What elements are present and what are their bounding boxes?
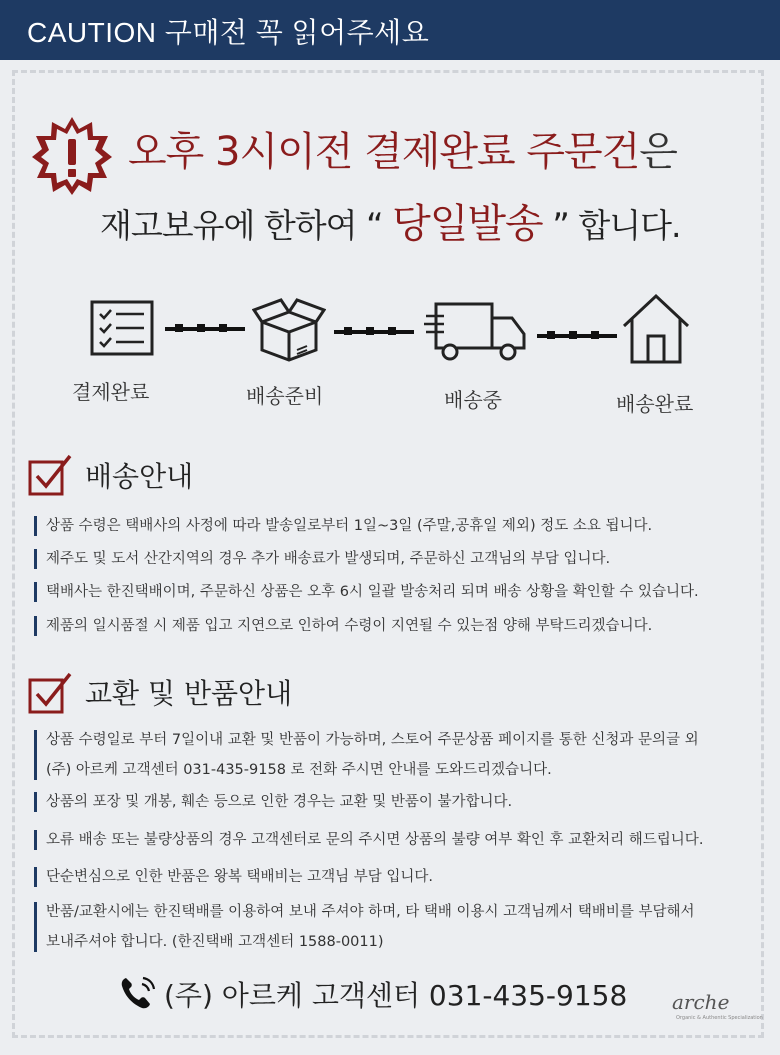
same-day-shipping-text: 당일발송 (392, 201, 543, 247)
checkbox-icon (28, 670, 72, 714)
returns-section-title: 교환 및 반품안내 (85, 677, 293, 710)
step-connector (165, 327, 245, 331)
headline-cutoff-text: 오후 3시이전 결제완료 주문건 (128, 129, 640, 175)
phone-icon (120, 976, 156, 1010)
headline-condition: 재고보유에 한하여 (100, 206, 357, 245)
step-connector (537, 334, 617, 338)
close-quote: ” (552, 206, 569, 246)
returns-notice: 상품의 포장 및 개봉, 훼손 등으로 인한 경우는 교환 및 반품이 불가합니다. (34, 792, 766, 812)
shipping-notice: 제품의 일시품절 시 제품 입고 지연으로 인하여 수령이 지연될 수 있는점 양해 부탁드리겠습니다. (34, 616, 766, 636)
header-bar (0, 0, 780, 60)
step-label-shipping: 배송중 (444, 388, 502, 412)
shipping-section-title: 배송안내 (85, 460, 194, 493)
truck-icon (424, 300, 528, 364)
headline-ending: 합니다. (578, 206, 681, 245)
customer-center-contact: (주) 아르케 고객센터 031-435-9158 (164, 979, 628, 1012)
checklist-icon (90, 300, 154, 356)
header-title: CAUTION 구매전 꼭 읽어주세요 (27, 17, 430, 48)
shipping-notice: 택배사는 한진택배이며, 주문하신 상품은 오후 6시 일괄 발송처리 되며 배송 상황을 확인할 수 있습니다. (34, 582, 766, 602)
returns-notice-line: 반품/교환시에는 한진택배를 이용하여 보내 주셔야 하며, 타 택배 이용시 고객님께서 택배비를 부담해서 (46, 904, 695, 920)
returns-notice-line: 상품 수령일로 부터 7일이내 교환 및 반품이 가능하며, 스토어 주문상품 페이지를 통한 신청과 문의글 외 (46, 732, 699, 748)
shipping-notice: 제주도 및 도서 산간지역의 경우 추가 배송료가 발생되며, 주문하신 고객님의 부담 입니다. (34, 549, 766, 569)
step-connector (334, 330, 414, 334)
returns-notice-line: (주) 아르케 고객센터 031-435-9158 로 전화 주시면 안내를 도와드리겠습니다. (46, 762, 552, 778)
open-quote: “ (366, 206, 383, 246)
returns-notice (34, 730, 766, 780)
step-label-payment: 결제완료 (72, 380, 150, 404)
headline-line-1 (128, 120, 677, 177)
exclamation-badge-icon (32, 115, 112, 195)
headline-particle: 은 (639, 129, 677, 175)
step-label-preparing: 배송준비 (246, 384, 324, 408)
shipping-notice: 상품 수령은 택배사의 사정에 따라 발송일로부터 1일~3일 (주말,공휴일 제외) 정도 소요 됩니다. (34, 516, 766, 536)
step-label-delivered: 배송완료 (616, 392, 694, 416)
box-icon (252, 292, 326, 362)
returns-notice (34, 902, 766, 952)
returns-notice-line: 보내주셔야 합니다. (한진택배 고객센터 1588-0011) (46, 934, 384, 950)
checkbox-icon (28, 452, 72, 496)
brand-logo: arche (672, 990, 730, 1014)
house-icon (620, 292, 692, 364)
brand-tagline: Organic & Authentic Specialization (676, 1015, 763, 1021)
returns-notice: 오류 배송 또는 불량상품의 경우 고객센터로 문의 주시면 상품의 불량 여부 확인 후 교환처리 해드립니다. (34, 830, 766, 850)
headline-line-2 (100, 192, 680, 249)
returns-notice: 단순변심으로 인한 반품은 왕복 택배비는 고객님 부담 입니다. (34, 867, 766, 887)
